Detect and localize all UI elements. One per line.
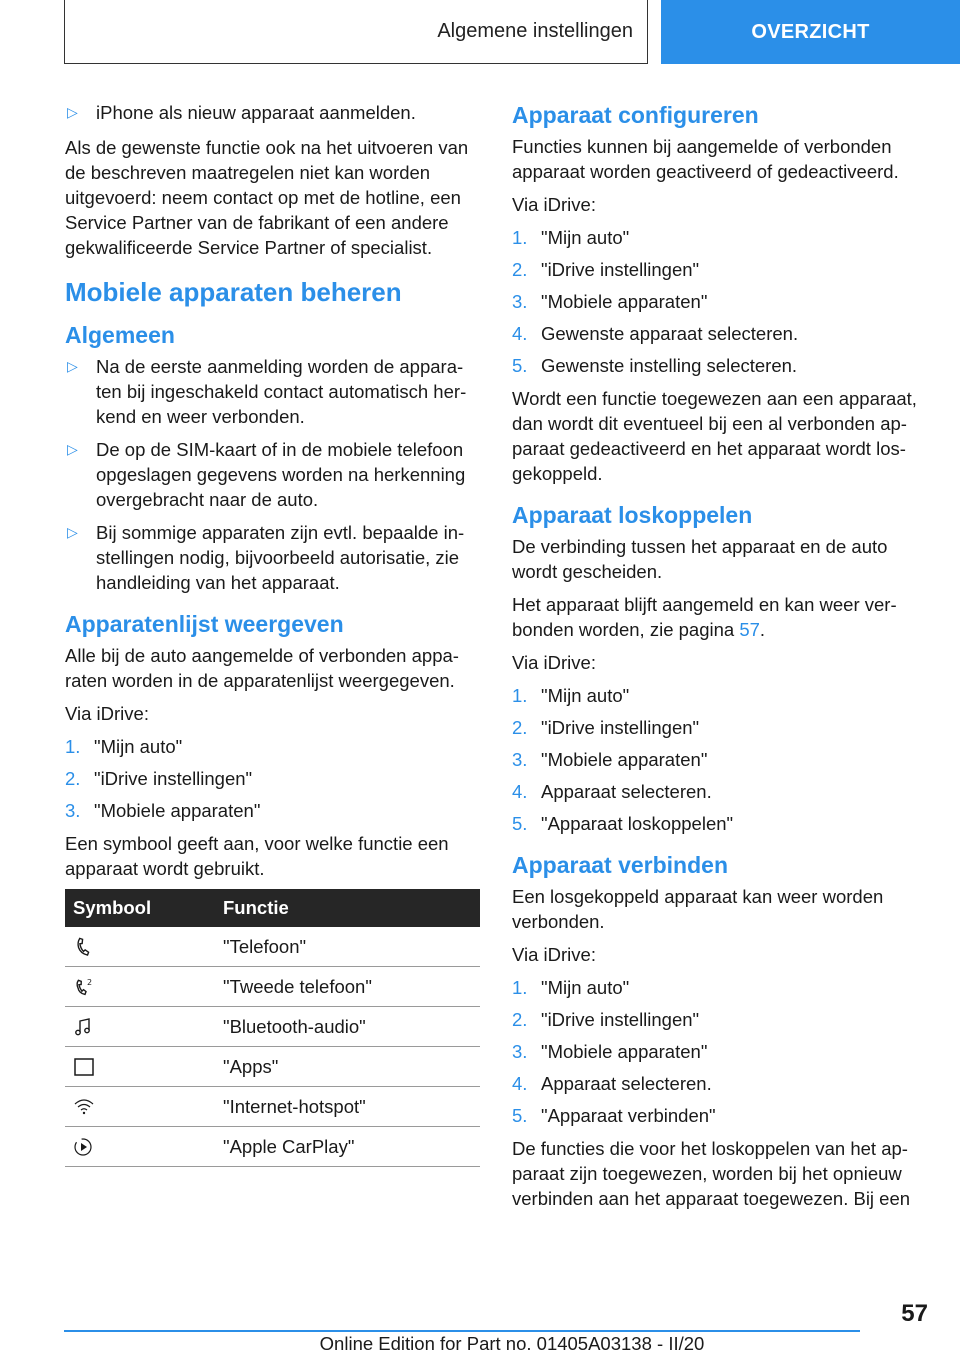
list-item: 2. "iDrive instellingen" [65,768,253,789]
triangle-bullet-icon: ▷ [67,358,78,374]
section-heading: Apparaat configureren [512,102,759,128]
list-item: ▷ iPhone als nieuw apparaat aanmelden. [67,102,416,123]
list-item: 3. "Mobiele apparaten" [65,800,261,821]
apps-square-icon [73,1057,95,1077]
footer-divider [64,1330,860,1332]
list-item: ▷ De op de SIM-kaart of in de mobiele telefoon opgeslagen gegevens worden na herkenning overgebracht naar de auto. [67,439,466,510]
paragraph: Via iDrive: [512,194,596,215]
paragraph: Als de gewenste functie ook na het uitvoeren van de beschreven maatregelen niet kan worden uitgevoerd: neem contact op met de hotline, een Service Partner van de fabrikant of een andere gekwalificeerde Service Partner of specialist. [65,137,469,258]
table-header-row [65,889,480,927]
function-cell: "Bluetooth-audio" [223,1007,480,1047]
paragraph: De functies die voor het loskoppelen van het apparaat zijn toegewezen, worden bij het opnieuw verbinden aan het apparaat toegewezen. Bij een [512,1138,911,1209]
bullet-list-general [65,354,480,595]
table-row [65,1087,480,1127]
overview-tab[interactable] [661,0,960,64]
section-heading: Apparatenlijst weergeven [65,611,344,637]
paragraph: Een losgekoppeld apparaat kan weer worden verbonden. [512,886,884,932]
column-header-symbol: Symbool [65,889,223,927]
column-header-function: Functie [223,889,480,927]
list-item: 5. "Apparaat loskoppelen" [512,813,734,834]
page-number: 57 [901,1300,928,1327]
function-cell: "Apps" [223,1047,480,1087]
list-item: 5. "Apparaat verbinden" [512,1105,716,1126]
section-heading: Algemeen [65,322,175,348]
function-cell: "Apple CarPlay" [223,1127,480,1167]
music-note-icon [73,1017,93,1037]
steps-list [512,683,930,836]
function-cell: "Telefoon" [223,927,480,967]
list-item: 3. "Mobiele apparaten" [512,749,708,770]
second-phone-icon [73,977,95,997]
list-item: ▷ Na de eerste aanmelding worden de apparaten bij ingeschakeld contact automatisch herkend en weer verbonden. [67,356,467,427]
bullet-list-intro [65,100,480,125]
table-row [65,1007,480,1047]
function-cell: "Tweede telefoon" [223,967,480,1007]
list-item: 2. "iDrive instellingen" [512,717,700,738]
paragraph: Alle bij de auto aangemelde of verbonden apparaten worden in de apparatenlijst weergegeven. [65,645,459,691]
list-item: 3. "Mobiele apparaten" [512,291,708,312]
triangle-bullet-icon: ▷ [67,524,78,540]
page-reference-link[interactable]: 57 [739,619,760,640]
list-item: 5. Gewenste instelling selecteren. [512,355,798,376]
list-item: 3. "Mobiele apparaten" [512,1041,708,1062]
triangle-bullet-icon: ▷ [67,441,78,457]
footer-edition-text: Online Edition for Part no. 01405A03138 - II/20 [319,1333,705,1354]
paragraph: Via iDrive: [65,703,149,724]
list-item: 4. Apparaat selecteren. [512,1073,712,1094]
section-heading: Apparaat loskoppelen [512,502,753,528]
wifi-icon [73,1097,95,1117]
left-column [65,100,480,1167]
right-column [512,100,930,1219]
overview-tab-label: OVERZICHT [751,20,870,43]
list-item: 1. "Mijn auto" [512,977,630,998]
symbol-table [65,889,480,1167]
steps-list [65,734,480,823]
chapter-heading: Mobiele apparaten beheren [65,277,402,307]
list-item: 1. "Mijn auto" [512,227,630,248]
section-title-text: Algemene instellingen [437,20,633,42]
list-item: 1. "Mijn auto" [512,685,630,706]
paragraph: Via iDrive: [512,652,596,673]
svg-text:2: 2 [87,977,93,987]
paragraph: De verbinding tussen het apparaat en de auto wordt gescheiden. [512,536,888,582]
list-item: 4. Apparaat selecteren. [512,781,712,802]
function-cell: "Internet-hotspot" [223,1087,480,1127]
steps-list [512,225,930,378]
paragraph: Een symbool geeft aan, voor welke functie een apparaat wordt gebruikt. [65,833,449,879]
paragraph: Wordt een functie toegewezen aan een apparaat, dan wordt dit eventueel bij een al verbonden apparaat gedeactiveerd en het apparaat wordt losgekoppeld. [512,388,917,484]
list-item: 2. "iDrive instellingen" [512,1009,700,1030]
carplay-play-icon [73,1137,93,1157]
steps-list [512,975,930,1128]
paragraph: Functies kunnen bij aangemelde of verbonden apparaat worden geactiveerd of gedeactiveerd. [512,136,899,182]
paragraph: Het apparaat blijft aangemeld en kan weer verbonden worden, zie pagina 57. [512,594,897,640]
section-heading: Apparaat verbinden [512,852,728,878]
table-row [65,927,480,967]
list-item: 1. "Mijn auto" [65,736,183,757]
paragraph: Via iDrive: [512,944,596,965]
list-item: 4. Gewenste apparaat selecteren. [512,323,799,344]
header-section-title [64,0,648,64]
table-row [65,967,480,1007]
phone-icon [73,937,93,957]
list-item: 2. "iDrive instellingen" [512,259,700,280]
triangle-bullet-icon: ▷ [67,104,78,120]
table-row [65,1127,480,1167]
table-row [65,1047,480,1087]
list-item: ▷ Bij sommige apparaten zijn evtl. bepaalde instellingen nodig, bijvoorbeeld autorisatie, zie handleiding van het apparaat. [67,522,465,593]
